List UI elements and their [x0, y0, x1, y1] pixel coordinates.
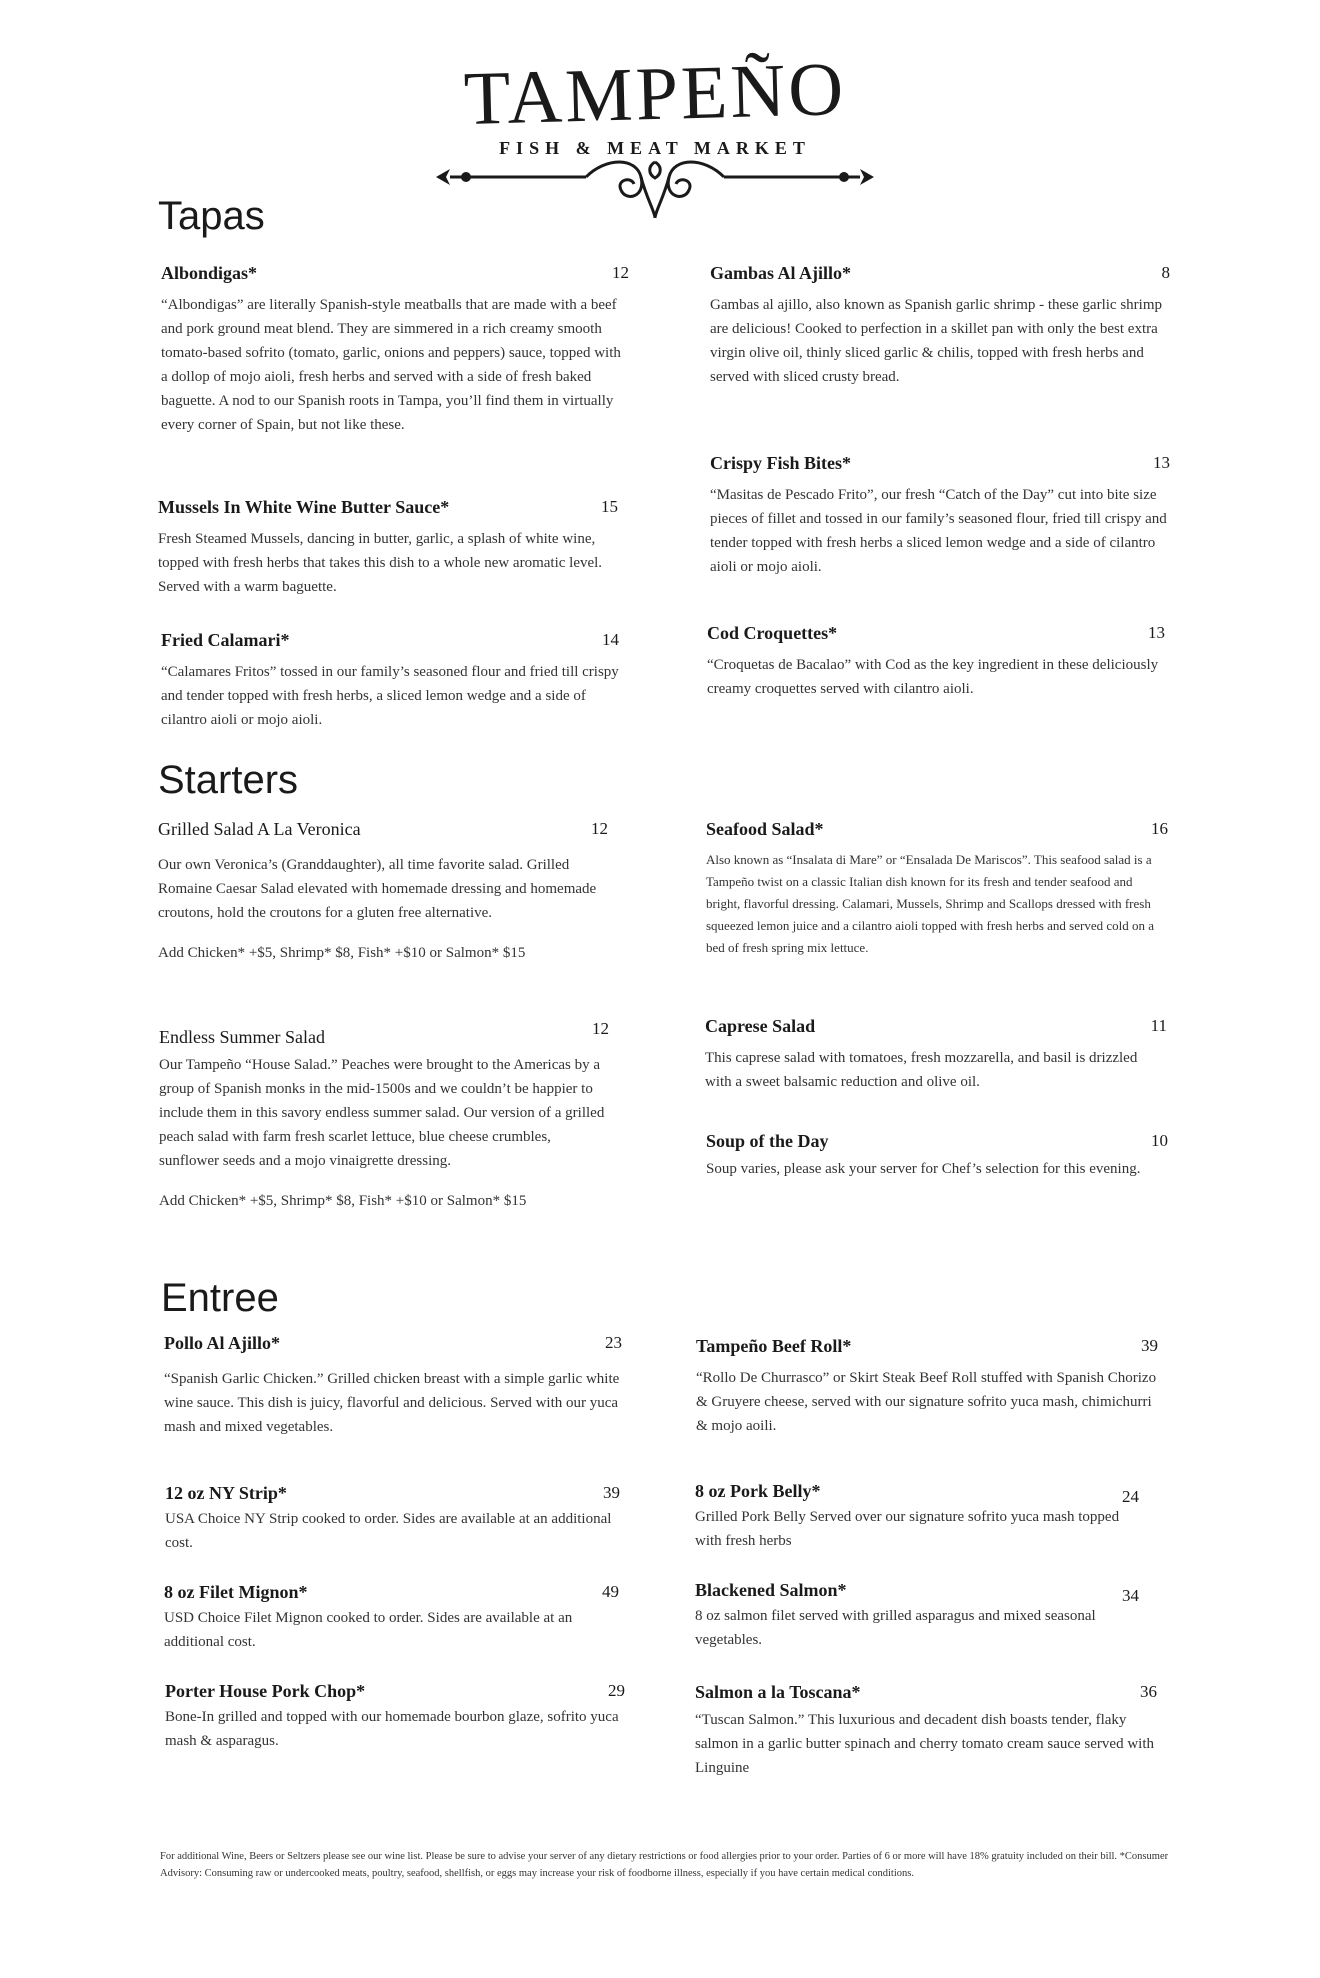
menu-item — [165, 1681, 625, 1753]
item-name: Soup of the Day — [706, 1131, 829, 1151]
item-price: 49 — [602, 1582, 619, 1601]
section-title-tapas: Tapas — [158, 194, 265, 238]
item-description: Our Tampeño “House Salad.” Peaches were brought to the Americas by a group of Spanish monks in the mid-1500s and we couldn’t be happier to include them in this savory endless summer salad. Our version of a grilled peach salad with farm fresh scarlet lettuce, blue cheese crumbles, sunflower seeds and a mojo vinaigrette dressing. — [159, 1057, 605, 1169]
item-description: 8 oz salmon filet served with grilled asparagus and mixed seasonal vegetables. — [695, 1608, 1096, 1648]
menu-item — [707, 623, 1165, 701]
menu-item — [710, 263, 1170, 389]
item-price: 12 — [592, 1019, 609, 1038]
footer-disclaimer: For additional Wine, Beers or Seltzers please see our wine list. Please be sure to advise your server of any dietary restrictions or food allergies prior to your order. Parties of 6 or more will have 18% gratuity included on their bill. *Consumer Advisory: Consuming raw or undercooked meats, poultry, seafood, shellfish, or eggs may increase your risk of foodborne illness, especially if you have certain medical conditions. — [160, 1851, 1169, 1879]
item-name: Gambas Al Ajillo* — [710, 263, 852, 283]
item-name: Cod Croquettes* — [707, 623, 838, 643]
item-description: Also known as “Insalata di Mare” or “Ensalada De Mariscos”. This seafood salad is a Tampeño twist on a classic Italian dish known for its fresh and tender seafood and bright, flavorful dressing. Calamari, Mussels, Shrimp and Scallops dressed with fresh squeezed lemon juice and a cilantro aioli topped with fresh herbs and served cold on a bed of fresh spring mix lettuce. — [706, 852, 1154, 955]
menu-item — [710, 453, 1170, 579]
ornamental-flourish-icon — [436, 152, 874, 222]
item-description: Soup varies, please ask your server for Chef’s selection for this evening. — [706, 1161, 1141, 1177]
menu-item — [705, 1016, 1167, 1094]
item-name: 8 oz Pork Belly* — [695, 1481, 821, 1501]
item-name: Mussels In White Wine Butter Sauce* — [158, 497, 450, 517]
item-price: 29 — [608, 1681, 625, 1700]
item-price: 36 — [1140, 1682, 1157, 1701]
item-name: Grilled Salad A La Veronica — [158, 819, 361, 839]
item-description: USD Choice Filet Mignon cooked to order. Sides are available at an additional cost. — [164, 1610, 573, 1650]
item-price: 24 — [1122, 1487, 1139, 1506]
menu-item — [164, 1582, 619, 1654]
item-price: 11 — [1150, 1016, 1167, 1035]
item-price: 8 — [1161, 263, 1170, 282]
menu-item — [695, 1481, 1139, 1553]
item-add-on-note: Add Chicken* +$5, Shrimp* $8, Fish* +$10 or Salmon* $15 — [159, 1193, 527, 1209]
item-price: 13 — [1153, 453, 1170, 472]
item-description: Gambas al ajillo, also known as Spanish garlic shrimp - these garlic shrimp are delicious! Cooked to perfection in a skillet pan with only the best extra virgin olive oil, thinly sliced garlic & chilis, topped with fresh herbs and served with sliced crusty bread. — [710, 297, 1162, 385]
item-price: 23 — [605, 1333, 622, 1352]
item-name: 8 oz Filet Mignon* — [164, 1582, 308, 1602]
item-price: 12 — [612, 263, 629, 282]
item-price: 39 — [603, 1483, 620, 1502]
item-description: Fresh Steamed Mussels, dancing in butter, garlic, a splash of white wine, topped with fresh herbs that takes this dish to a whole new aromatic level. Served with a warm baguette. — [158, 531, 603, 595]
item-description: Bone-In grilled and topped with our homemade bourbon glaze, sofrito yuca mash & asparagus. — [165, 1709, 619, 1749]
section-title-entree: Entree — [161, 1276, 279, 1320]
item-add-on-note: Add Chicken* +$5, Shrimp* $8, Fish* +$10 or Salmon* $15 — [158, 945, 526, 961]
item-description: USA Choice NY Strip cooked to order. Sides are available at an additional cost. — [165, 1511, 612, 1551]
item-description: “Croquetas de Bacalao” with Cod as the key ingredient in these deliciously creamy croquettes served with cilantro aioli. — [707, 657, 1159, 697]
menu-item — [696, 1336, 1158, 1438]
item-description: “Spanish Garlic Chicken.” Grilled chicken breast with a simple garlic white wine sauce. This dish is juicy, flavorful and delicious. Served with our yuca mash and mixed vegetables. — [164, 1371, 620, 1435]
item-name: 12 oz NY Strip* — [165, 1483, 287, 1503]
item-description: Our own Veronica’s (Granddaughter), all time favorite salad. Grilled Romaine Caesar Salad elevated with homemade dressing and homemade croutons, hold the croutons for a gluten free alternative. — [158, 857, 597, 921]
item-price: 10 — [1151, 1131, 1168, 1150]
menu-item — [161, 263, 629, 437]
item-name: Seafood Salad* — [706, 819, 824, 839]
menu-item — [165, 1483, 620, 1555]
item-price: 39 — [1141, 1336, 1158, 1355]
item-description: “Calamares Fritos” tossed in our family’s seasoned flour and fried till crispy and tender topped with fresh herbs, a sliced lemon wedge and a side of cilantro aioli or mojo aioli. — [161, 664, 619, 728]
item-name: Porter House Pork Chop* — [165, 1681, 366, 1701]
section-title-starters: Starters — [158, 758, 299, 802]
item-price: 13 — [1148, 623, 1165, 642]
item-name: Endless Summer Salad — [159, 1027, 325, 1047]
logo-subtitle: FISH & MEAT MARKET — [499, 138, 811, 158]
item-name: Pollo Al Ajillo* — [164, 1333, 281, 1353]
menu-item — [695, 1580, 1139, 1652]
menu-item — [706, 819, 1168, 959]
item-description: “Albondigas” are literally Spanish-style meatballs that are made with a beef and pork ground meat blend. They are simmered in a rich creamy smooth tomato-based sofrito (tomato, garlic, onions and peppers) sauce, topped with a dollop of mojo aioli, fresh herbs and served with a side of fresh baked baguette. A nod to our Spanish roots in Tampa, you’ll find them in virtually every corner of Spain, but not like these. — [161, 297, 621, 433]
item-price: 34 — [1122, 1586, 1139, 1605]
item-price: 14 — [602, 630, 619, 649]
restaurant-logo — [430, 47, 880, 222]
item-name: Salmon a la Toscana* — [695, 1682, 861, 1702]
menu-item — [158, 819, 608, 962]
item-price: 12 — [591, 819, 608, 838]
item-name: Caprese Salad — [705, 1016, 816, 1036]
menu-item — [706, 1131, 1168, 1181]
item-description: “Tuscan Salmon.” This luxurious and decadent dish boasts tender, flaky salmon in a garlic butter spinach and cherry tomato cream sauce served with Linguine — [695, 1712, 1154, 1776]
item-description: This caprese salad with tomatoes, fresh mozzarella, and basil is drizzled with a sweet balsamic reduction and olive oil. — [705, 1050, 1138, 1090]
item-description: “Rollo De Churrasco” or Skirt Steak Beef Roll stuffed with Spanish Chorizo & Gruyere cheese, served with our signature sofrito yuca mash, chimichurri & mojo aoili. — [696, 1370, 1157, 1434]
item-name: Blackened Salmon* — [695, 1580, 847, 1600]
item-price: 15 — [601, 497, 618, 516]
logo-title: TAMPEÑO — [462, 47, 848, 141]
item-name: Fried Calamari* — [161, 630, 290, 650]
menu-item — [159, 1019, 609, 1210]
item-name: Crispy Fish Bites* — [710, 453, 852, 473]
item-description: Grilled Pork Belly Served over our signature sofrito yuca mash topped with fresh herbs — [695, 1509, 1120, 1549]
item-name: Albondigas* — [161, 263, 258, 283]
menu-item — [158, 497, 618, 599]
item-name: Tampeño Beef Roll* — [696, 1336, 852, 1356]
menu-item — [695, 1682, 1157, 1780]
item-description: “Masitas de Pescado Frito”, our fresh “Catch of the Day” cut into bite size pieces of fillet and tossed in our family’s seasoned flour, fried till crispy and tender topped with fresh herbs a sliced lemon wedge and a side of cilantro aioli or mojo aioli. — [710, 487, 1167, 575]
item-price: 16 — [1151, 819, 1168, 838]
menu-item — [164, 1333, 622, 1439]
menu-item — [161, 630, 619, 732]
